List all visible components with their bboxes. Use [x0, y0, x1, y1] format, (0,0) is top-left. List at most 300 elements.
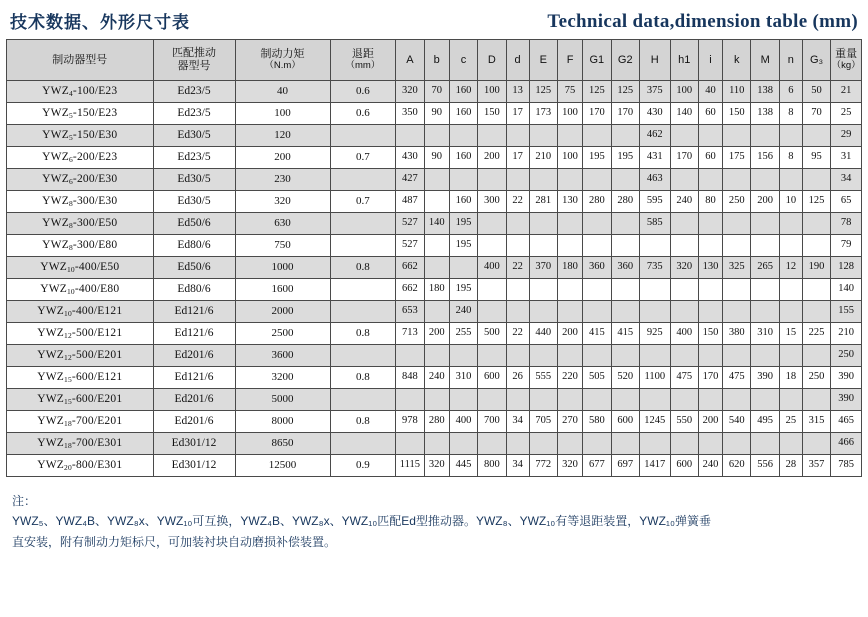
cell-E	[529, 433, 557, 455]
cell-c: 160	[449, 147, 477, 169]
cell-h1	[670, 279, 698, 301]
table-row	[7, 279, 862, 301]
notes-label: 注：	[12, 494, 37, 508]
cell-H	[639, 433, 670, 455]
cell-k: 150	[723, 103, 751, 125]
cell-M	[751, 235, 779, 257]
cell-h1	[670, 169, 698, 191]
cell-ed-model: Ed30/5	[153, 191, 235, 213]
cell-torque: 1600	[235, 279, 330, 301]
cell-torque: 120	[235, 125, 330, 147]
cell-k	[723, 125, 751, 147]
cell-torque: 8000	[235, 411, 330, 433]
cell-n: 8	[779, 147, 802, 169]
cell-gap	[330, 279, 396, 301]
cell-weight: 25	[831, 103, 862, 125]
cell-G3: 125	[802, 191, 830, 213]
cell-M	[751, 301, 779, 323]
col-header-G2: G2	[611, 40, 639, 81]
table-row	[7, 191, 862, 213]
cell-A: 978	[396, 411, 424, 433]
cell-E: 210	[529, 147, 557, 169]
cell-k: 620	[723, 455, 751, 477]
cell-c: 195	[449, 213, 477, 235]
cell-E	[529, 279, 557, 301]
cell-weight: 785	[831, 455, 862, 477]
cell-M: 495	[751, 411, 779, 433]
cell-H: 735	[639, 257, 670, 279]
cell-model: $YWZ_{10}-400/E50$	[7, 257, 154, 279]
cell-i	[699, 235, 723, 257]
cell-c	[449, 169, 477, 191]
col-header-G3: G₃	[802, 40, 830, 81]
cell-G2: 170	[611, 103, 639, 125]
table-head	[7, 40, 862, 81]
cell-E: 440	[529, 323, 557, 345]
cell-i: 170	[699, 367, 723, 389]
cell-A: 427	[396, 169, 424, 191]
cell-weight: 390	[831, 367, 862, 389]
cell-b: 240	[424, 367, 449, 389]
cell-weight: 128	[831, 257, 862, 279]
cell-d	[506, 125, 529, 147]
cell-G2: 360	[611, 257, 639, 279]
cell-A	[396, 125, 424, 147]
cell-n: 12	[779, 257, 802, 279]
cell-H	[639, 301, 670, 323]
cell-k: 110	[723, 81, 751, 103]
cell-E: 555	[529, 367, 557, 389]
cell-d: 34	[506, 411, 529, 433]
cell-h1: 600	[670, 455, 698, 477]
cell-G1: 415	[583, 323, 611, 345]
cell-G2	[611, 345, 639, 367]
cell-ed-model: Ed23/5	[153, 147, 235, 169]
cell-G2: 280	[611, 191, 639, 213]
cell-n	[779, 433, 802, 455]
cell-c: 160	[449, 81, 477, 103]
cell-torque: 40	[235, 81, 330, 103]
cell-ed-model: Ed121/6	[153, 323, 235, 345]
table-row	[7, 323, 862, 345]
cell-model: $YWZ_5-150/E23$	[7, 103, 154, 125]
cell-torque: 2500	[235, 323, 330, 345]
cell-n	[779, 345, 802, 367]
col-header-ed: 匹配推动 器型号	[153, 40, 235, 81]
cell-d	[506, 389, 529, 411]
cell-E: 173	[529, 103, 557, 125]
cell-D	[478, 301, 506, 323]
cell-G2: 520	[611, 367, 639, 389]
cell-ed-model: Ed121/6	[153, 367, 235, 389]
cell-i	[699, 389, 723, 411]
col-header-A: A	[396, 40, 424, 81]
cell-H: 1245	[639, 411, 670, 433]
cell-h1	[670, 213, 698, 235]
cell-i: 80	[699, 191, 723, 213]
cell-weight: 78	[831, 213, 862, 235]
cell-H	[639, 345, 670, 367]
cell-i	[699, 433, 723, 455]
cell-H: 430	[639, 103, 670, 125]
cell-weight: 466	[831, 433, 862, 455]
cell-D	[478, 125, 506, 147]
cell-F: 320	[557, 455, 582, 477]
cell-h1: 320	[670, 257, 698, 279]
cell-k	[723, 345, 751, 367]
cell-torque: 12500	[235, 455, 330, 477]
cell-A: 430	[396, 147, 424, 169]
cell-G3: 190	[802, 257, 830, 279]
cell-M	[751, 433, 779, 455]
cell-n	[779, 125, 802, 147]
cell-ed-model: Ed23/5	[153, 81, 235, 103]
cell-ed-model: Ed201/6	[153, 389, 235, 411]
cell-E	[529, 389, 557, 411]
cell-G3	[802, 345, 830, 367]
cell-M: 556	[751, 455, 779, 477]
cell-h1	[670, 389, 698, 411]
cell-A: 848	[396, 367, 424, 389]
cell-model: $YWZ_{15}-600/E201$	[7, 389, 154, 411]
cell-F: 100	[557, 103, 582, 125]
cell-h1: 400	[670, 323, 698, 345]
cell-G1	[583, 433, 611, 455]
cell-G2	[611, 213, 639, 235]
cell-G2: 195	[611, 147, 639, 169]
cell-G1: 505	[583, 367, 611, 389]
cell-k: 325	[723, 257, 751, 279]
cell-i	[699, 213, 723, 235]
cell-i	[699, 279, 723, 301]
cell-d	[506, 235, 529, 257]
cell-G3: 225	[802, 323, 830, 345]
col-header-b: b	[424, 40, 449, 81]
cell-M	[751, 389, 779, 411]
cell-d	[506, 433, 529, 455]
cell-M: 310	[751, 323, 779, 345]
cell-model: $YWZ_8-300/E50$	[7, 213, 154, 235]
cell-M	[751, 345, 779, 367]
cell-F: 220	[557, 367, 582, 389]
cell-H: 595	[639, 191, 670, 213]
cell-M	[751, 125, 779, 147]
cell-E: 705	[529, 411, 557, 433]
cell-n	[779, 389, 802, 411]
cell-k: 380	[723, 323, 751, 345]
cell-F	[557, 235, 582, 257]
cell-weight: 210	[831, 323, 862, 345]
cell-F	[557, 301, 582, 323]
cell-D	[478, 433, 506, 455]
notes-line-2: 直安装，附有制动力矩标尺，可加装衬块自动磨损补偿装置。	[12, 534, 337, 549]
cell-model: $YWZ_{20}-800/E301$	[7, 455, 154, 477]
cell-i: 130	[699, 257, 723, 279]
cell-A: 350	[396, 103, 424, 125]
cell-n: 10	[779, 191, 802, 213]
cell-c: 160	[449, 191, 477, 213]
cell-weight: 65	[831, 191, 862, 213]
cell-k	[723, 433, 751, 455]
cell-D	[478, 213, 506, 235]
cell-c	[449, 345, 477, 367]
cell-G3: 357	[802, 455, 830, 477]
col-header-torque: 制动力矩 （N.m）	[235, 40, 330, 81]
cell-h1: 475	[670, 367, 698, 389]
col-header-gap: 退距 （mm）	[330, 40, 396, 81]
cell-D	[478, 169, 506, 191]
cell-M: 265	[751, 257, 779, 279]
cell-A: 527	[396, 213, 424, 235]
cell-h1: 140	[670, 103, 698, 125]
col-header-weight: 重量 （kg）	[831, 40, 862, 81]
cell-D	[478, 279, 506, 301]
cell-model: $YWZ_{15}-600/E121$	[7, 367, 154, 389]
cell-G1: 170	[583, 103, 611, 125]
cell-torque: 5000	[235, 389, 330, 411]
cell-b	[424, 389, 449, 411]
cell-h1: 240	[670, 191, 698, 213]
cell-G3	[802, 213, 830, 235]
cell-E	[529, 169, 557, 191]
cell-c	[449, 389, 477, 411]
cell-c	[449, 125, 477, 147]
cell-n	[779, 235, 802, 257]
cell-H: 1417	[639, 455, 670, 477]
col-header-model: 制动器型号	[7, 40, 154, 81]
cell-D: 300	[478, 191, 506, 213]
cell-torque: 320	[235, 191, 330, 213]
table-row	[7, 389, 862, 411]
cell-F: 180	[557, 257, 582, 279]
cell-torque: 3600	[235, 345, 330, 367]
cell-ed-model: Ed121/6	[153, 301, 235, 323]
cell-D: 700	[478, 411, 506, 433]
cell-weight: 140	[831, 279, 862, 301]
cell-k	[723, 389, 751, 411]
cell-model: $YWZ_{18}-700/E201$	[7, 411, 154, 433]
cell-ed-model: Ed50/6	[153, 257, 235, 279]
cell-i	[699, 169, 723, 191]
cell-weight: 79	[831, 235, 862, 257]
cell-M: 200	[751, 191, 779, 213]
cell-G3: 250	[802, 367, 830, 389]
cell-h1	[670, 345, 698, 367]
cell-gap: 0.8	[330, 257, 396, 279]
cell-D: 400	[478, 257, 506, 279]
cell-torque: 3200	[235, 367, 330, 389]
cell-weight: 250	[831, 345, 862, 367]
cell-model: $YWZ_{10}-400/E80$	[7, 279, 154, 301]
cell-k	[723, 279, 751, 301]
cell-A: 662	[396, 279, 424, 301]
cell-F	[557, 279, 582, 301]
cell-gap	[330, 345, 396, 367]
cell-G1: 125	[583, 81, 611, 103]
cell-c: 400	[449, 411, 477, 433]
table-header-row	[7, 40, 862, 81]
cell-n: 28	[779, 455, 802, 477]
col-header-F: F	[557, 40, 582, 81]
cell-G2	[611, 125, 639, 147]
cell-h1	[670, 125, 698, 147]
cell-H	[639, 235, 670, 257]
cell-i: 200	[699, 411, 723, 433]
cell-G2: 125	[611, 81, 639, 103]
cell-model: $YWZ_4-100/E23$	[7, 81, 154, 103]
cell-model: $YWZ_{12}-500/E201$	[7, 345, 154, 367]
cell-F: 130	[557, 191, 582, 213]
cell-model: $YWZ_8-300/E30$	[7, 191, 154, 213]
cell-H: 431	[639, 147, 670, 169]
cell-gap: 0.8	[330, 323, 396, 345]
page-title-cn: 技术数据、外形尺寸表	[10, 13, 190, 32]
cell-i: 40	[699, 81, 723, 103]
cell-torque: 1000	[235, 257, 330, 279]
cell-F: 270	[557, 411, 582, 433]
cell-c	[449, 257, 477, 279]
cell-model: $YWZ_8-300/E80$	[7, 235, 154, 257]
cell-A: 662	[396, 257, 424, 279]
cell-D	[478, 345, 506, 367]
notes-block	[6, 491, 862, 552]
cell-D: 200	[478, 147, 506, 169]
cell-G1: 280	[583, 191, 611, 213]
cell-A: 487	[396, 191, 424, 213]
table-row	[7, 147, 862, 169]
cell-G3	[802, 279, 830, 301]
cell-d	[506, 279, 529, 301]
cell-gap	[330, 169, 396, 191]
cell-n: 18	[779, 367, 802, 389]
table-row	[7, 367, 862, 389]
cell-b: 140	[424, 213, 449, 235]
cell-G1	[583, 169, 611, 191]
cell-G1	[583, 235, 611, 257]
cell-ed-model: Ed201/6	[153, 411, 235, 433]
cell-torque: 230	[235, 169, 330, 191]
cell-b	[424, 301, 449, 323]
cell-E: 370	[529, 257, 557, 279]
cell-gap: 0.7	[330, 147, 396, 169]
table-row	[7, 433, 862, 455]
cell-A: 1115	[396, 455, 424, 477]
cell-d: 22	[506, 191, 529, 213]
cell-E	[529, 213, 557, 235]
cell-D	[478, 389, 506, 411]
table-row	[7, 169, 862, 191]
cell-b: 70	[424, 81, 449, 103]
cell-b: 90	[424, 103, 449, 125]
cell-ed-model: Ed301/12	[153, 433, 235, 455]
cell-h1	[670, 433, 698, 455]
cell-G3	[802, 301, 830, 323]
cell-gap	[330, 235, 396, 257]
cell-G2: 697	[611, 455, 639, 477]
cell-G2	[611, 301, 639, 323]
cell-A	[396, 433, 424, 455]
cell-G3	[802, 389, 830, 411]
cell-gap: 0.9	[330, 455, 396, 477]
technical-data-table	[6, 39, 862, 477]
cell-F	[557, 345, 582, 367]
col-header-d: d	[506, 40, 529, 81]
cell-E: 772	[529, 455, 557, 477]
cell-H: 375	[639, 81, 670, 103]
cell-G3	[802, 235, 830, 257]
page-title-en: Technical data,dimension table (mm)	[547, 11, 858, 32]
cell-M: 390	[751, 367, 779, 389]
cell-d: 34	[506, 455, 529, 477]
col-header-n: n	[779, 40, 802, 81]
cell-n	[779, 213, 802, 235]
cell-gap: 0.8	[330, 367, 396, 389]
cell-i	[699, 345, 723, 367]
cell-E: 281	[529, 191, 557, 213]
cell-G2: 415	[611, 323, 639, 345]
cell-G3: 95	[802, 147, 830, 169]
cell-G1	[583, 279, 611, 301]
cell-M: 138	[751, 103, 779, 125]
cell-b	[424, 125, 449, 147]
cell-H: 463	[639, 169, 670, 191]
cell-G3	[802, 125, 830, 147]
table-row	[7, 455, 862, 477]
cell-c: 255	[449, 323, 477, 345]
cell-G3: 315	[802, 411, 830, 433]
cell-d: 17	[506, 103, 529, 125]
cell-H: 1100	[639, 367, 670, 389]
cell-k: 175	[723, 147, 751, 169]
cell-d	[506, 301, 529, 323]
cell-model: $YWZ_5-150/E30$	[7, 125, 154, 147]
notes-line-1: YWZ₅、YWZ₄B、YWZ₈x、YWZ₁₀可互换，YWZ₄B、YWZ₈x、YWZ₁₀匹配Ed型推动器。YWZ₈、YWZ₁₀有等退距装置，YWZ₁₀弹簧垂	[12, 514, 711, 529]
cell-H: 462	[639, 125, 670, 147]
cell-torque: 750	[235, 235, 330, 257]
cell-D: 800	[478, 455, 506, 477]
cell-G2	[611, 389, 639, 411]
cell-G3	[802, 169, 830, 191]
page-header	[6, 8, 862, 39]
cell-model: $YWZ_{10}-400/E121$	[7, 301, 154, 323]
cell-A: 713	[396, 323, 424, 345]
cell-k	[723, 213, 751, 235]
cell-F	[557, 389, 582, 411]
cell-torque: 200	[235, 147, 330, 169]
table-row	[7, 411, 862, 433]
cell-i	[699, 125, 723, 147]
table-row	[7, 345, 862, 367]
cell-ed-model: Ed30/5	[153, 125, 235, 147]
cell-G2	[611, 169, 639, 191]
cell-i	[699, 301, 723, 323]
cell-H: 925	[639, 323, 670, 345]
table-row	[7, 81, 862, 103]
cell-h1	[670, 301, 698, 323]
cell-b: 280	[424, 411, 449, 433]
cell-i: 60	[699, 147, 723, 169]
col-header-D: D	[478, 40, 506, 81]
cell-n	[779, 301, 802, 323]
cell-n: 25	[779, 411, 802, 433]
cell-G2: 600	[611, 411, 639, 433]
cell-n: 8	[779, 103, 802, 125]
cell-k: 250	[723, 191, 751, 213]
cell-gap	[330, 213, 396, 235]
col-header-h1: h1	[670, 40, 698, 81]
cell-b	[424, 169, 449, 191]
cell-G2	[611, 235, 639, 257]
